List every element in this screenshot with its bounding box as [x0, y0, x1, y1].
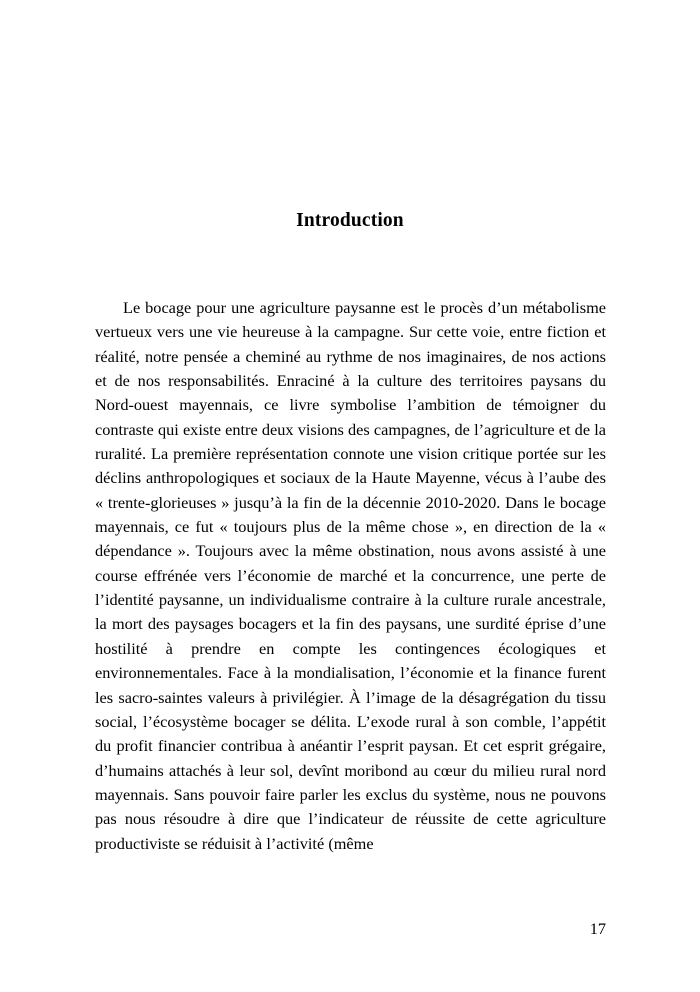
body-paragraph: Le bocage pour une agriculture paysanne est le procès d’un métabolisme vertueux vers une vie heureuse à la campagne. Sur cette voie, entre fiction et réalité, notre pensée a cheminé au rythme de nos imaginaires, de nos actions et de nos responsabilités. Enraciné à la culture des territoires paysans du Nord-ouest mayennais, ce livre symbolise l’ambition de témoigner du contraste qui existe entre deux visions des campagnes, de l’agriculture et de la ruralité. La première représentation connote une vision critique portée sur les déclins anthropologiques et sociaux de la Haute Mayenne, vécus à l’aube des « trente-glorieuses » jusqu’à la fin de la décennie 2010-2020. Dans le bocage mayennais, ce fut « toujours plus de la même chose », en direction de la « dépendance ». Toujours avec la même obstination, nous avons assisté à une course effrénée vers l’économie de marché et la concurrence, une perte de l’identité paysanne, un individualisme contraire à la culture rurale ancestrale, la mort des paysages bocagers et la fin des paysans, une surdité éprise d’une hostilité à prendre en compte les contingences écologiques et environnementales. Face à la mondialisation, l’économie et la finance furent les sacro-saintes valeurs à privilégier. À l’image de la désagrégation du tissu social, l’écosystème bocager se délita. L’exode rural à son comble, l’appétit du profit financier contribua à anéantir l’esprit paysan. Et cet esprit grégaire, d’humains attachés à leur sol, devînt moribond au cœur du milieu rural nord mayennais. Sans pouvoir faire parler les exclus du système, nous ne pouvons pas nous résoudre à dire que l’indicateur de réussite de cette agriculture productiviste se réduisit à l’activité (même — [95, 298, 606, 853]
body-text-block — [95, 296, 606, 856]
page-number: 17 — [589, 919, 606, 938]
page-title: Introduction — [296, 210, 404, 232]
